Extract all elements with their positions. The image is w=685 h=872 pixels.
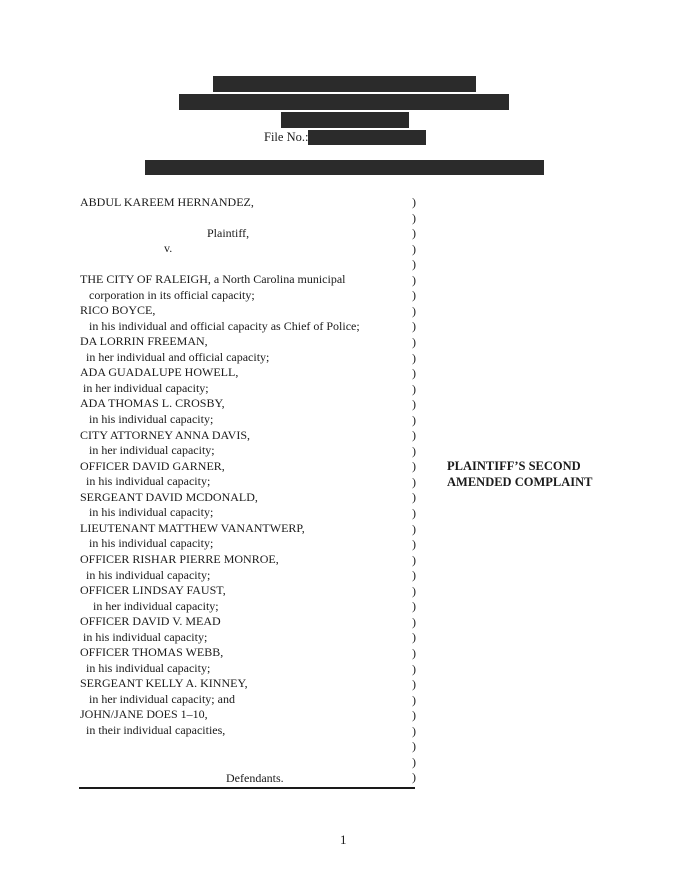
defendant-capacity: in his individual capacity; — [83, 629, 208, 644]
caption-parenthesis: ) — [412, 335, 416, 349]
defendant-name: JOHN/JANE DOES 1–10, — [80, 707, 208, 722]
plaintiff-name: ABDUL KAREEM HERNANDEZ, — [80, 195, 254, 209]
plaintiff-label: Plaintiff, — [207, 226, 250, 240]
caption-parenthesis: ) — [412, 692, 416, 707]
caption-parenthesis: ) — [412, 397, 416, 412]
caption-parenthesis: ) — [412, 708, 416, 723]
defendant-name: OFFICER LINDSAY FAUST, — [80, 583, 226, 597]
caption-parenthesis: ) — [412, 459, 416, 474]
defendant-capacity: in their individual capacities, — [86, 723, 226, 737]
redaction-bar — [179, 94, 509, 110]
caption-parenthesis: ) — [412, 428, 416, 443]
versus-label: v. — [164, 241, 173, 255]
defendants-label: Defendants. — [226, 771, 284, 785]
defendant-capacity: in her individual capacity; and — [89, 691, 235, 706]
caption-parenthesis: ) — [412, 506, 416, 520]
defendant-capacity: in his individual and official capacity as Chief of Police; — [89, 318, 360, 333]
caption-parenthesis: ) — [412, 490, 416, 505]
caption-parenthesis: ) — [412, 412, 416, 427]
caption-parenthesis: ) — [412, 195, 416, 209]
caption-parenthesis: ) — [412, 381, 416, 396]
defendant-capacity: in his individual capacity; — [89, 412, 214, 426]
defendant-capacity: in his individual capacity; — [89, 536, 214, 551]
caption-parenthesis: ) — [412, 568, 416, 583]
caption-parenthesis: ) — [412, 646, 416, 660]
document-title — [447, 458, 592, 490]
defendant-capacity: in her individual capacity; — [93, 598, 219, 613]
caption-parenthesis: ) — [412, 599, 416, 614]
defendant-name: OFFICER THOMAS WEBB, — [80, 645, 224, 660]
defendant-name: THE CITY OF RALEIGH, a North Carolina municipal — [80, 272, 346, 286]
caption-parenthesis: ) — [412, 583, 416, 598]
defendant-name: ADA THOMAS L. CROSBY, — [80, 396, 225, 411]
caption-parenthesis: ) — [412, 630, 416, 645]
caption-parenthesis: ) — [412, 739, 416, 754]
caption-parenthesis: ) — [412, 661, 416, 676]
defendant-name: DA LORRIN FREEMAN, — [80, 334, 208, 349]
caption-parenthesis: ) — [412, 521, 416, 536]
caption-parenthesis: ) — [412, 677, 416, 691]
document-title-line-2: AMENDED COMPLAINT — [447, 475, 593, 489]
caption-parenthesis: ) — [412, 770, 416, 785]
document-title-line-1: PLAINTIFF’S SECOND — [447, 459, 581, 473]
caption-parenthesis: ) — [412, 537, 416, 552]
defendant-name: OFFICER RISHAR PIERRE MONROE, — [80, 551, 279, 566]
caption-parenthesis: ) — [412, 257, 416, 272]
defendant-name: OFFICER DAVID V. MEAD — [80, 614, 221, 629]
redaction-bar — [281, 112, 409, 128]
caption-bottom-rule — [79, 787, 415, 789]
caption-parenthesis: ) — [412, 241, 416, 256]
defendant-name: SERGEANT KELLY A. KINNEY, — [80, 676, 248, 691]
redaction-bar — [145, 160, 544, 175]
defendant-name: ADA GUADALUPE HOWELL, — [80, 365, 239, 380]
defendant-capacity: in her individual capacity; — [83, 380, 209, 395]
defendant-capacity: in her individual capacity; — [89, 443, 215, 458]
caption-parenthesis: ) — [412, 754, 416, 769]
caption-parenthesis: ) — [412, 366, 416, 381]
page-number: 1 — [340, 832, 347, 847]
defendant-capacity: in her individual and official capacity; — [86, 349, 270, 364]
caption-parenthesis: ) — [412, 614, 416, 629]
defendant-capacity: in his individual capacity; — [86, 474, 211, 489]
defendant-name: OFFICER DAVID GARNER, — [80, 458, 225, 473]
defendant-capacity: corporation in its official capacity; — [89, 287, 255, 302]
defendant-name: SERGEANT DAVID MCDONALD, — [80, 489, 258, 504]
caption-parenthesis: ) — [412, 303, 416, 318]
caption-parenthesis: ) — [412, 552, 416, 567]
caption-parenthesis: ) — [412, 272, 416, 287]
caption-parenthesis: ) — [412, 723, 416, 738]
caption-parenthesis: ) — [412, 350, 416, 365]
defendant-name: CITY ATTORNEY ANNA DAVIS, — [80, 427, 251, 442]
redaction-bar — [213, 76, 476, 92]
file-number-label: File No.: — [264, 130, 309, 144]
defendant-capacity: in his individual capacity; — [86, 567, 211, 582]
caption-parenthesis: ) — [412, 226, 416, 241]
caption-parenthesis: ) — [412, 210, 416, 225]
caption-parenthesis: ) — [412, 474, 416, 489]
defendant-name: RICO BOYCE, — [80, 303, 156, 318]
caption-parenthesis: ) — [412, 443, 416, 458]
caption-parenthesis: ) — [412, 319, 416, 334]
caption-parenthesis: ) — [412, 288, 416, 303]
redaction-bar-file-number — [308, 130, 426, 145]
defendant-capacity: in his individual capacity; — [86, 660, 211, 675]
defendant-capacity: in his individual capacity; — [89, 505, 214, 520]
defendant-name: LIEUTENANT MATTHEW VANANTWERP, — [80, 520, 305, 535]
